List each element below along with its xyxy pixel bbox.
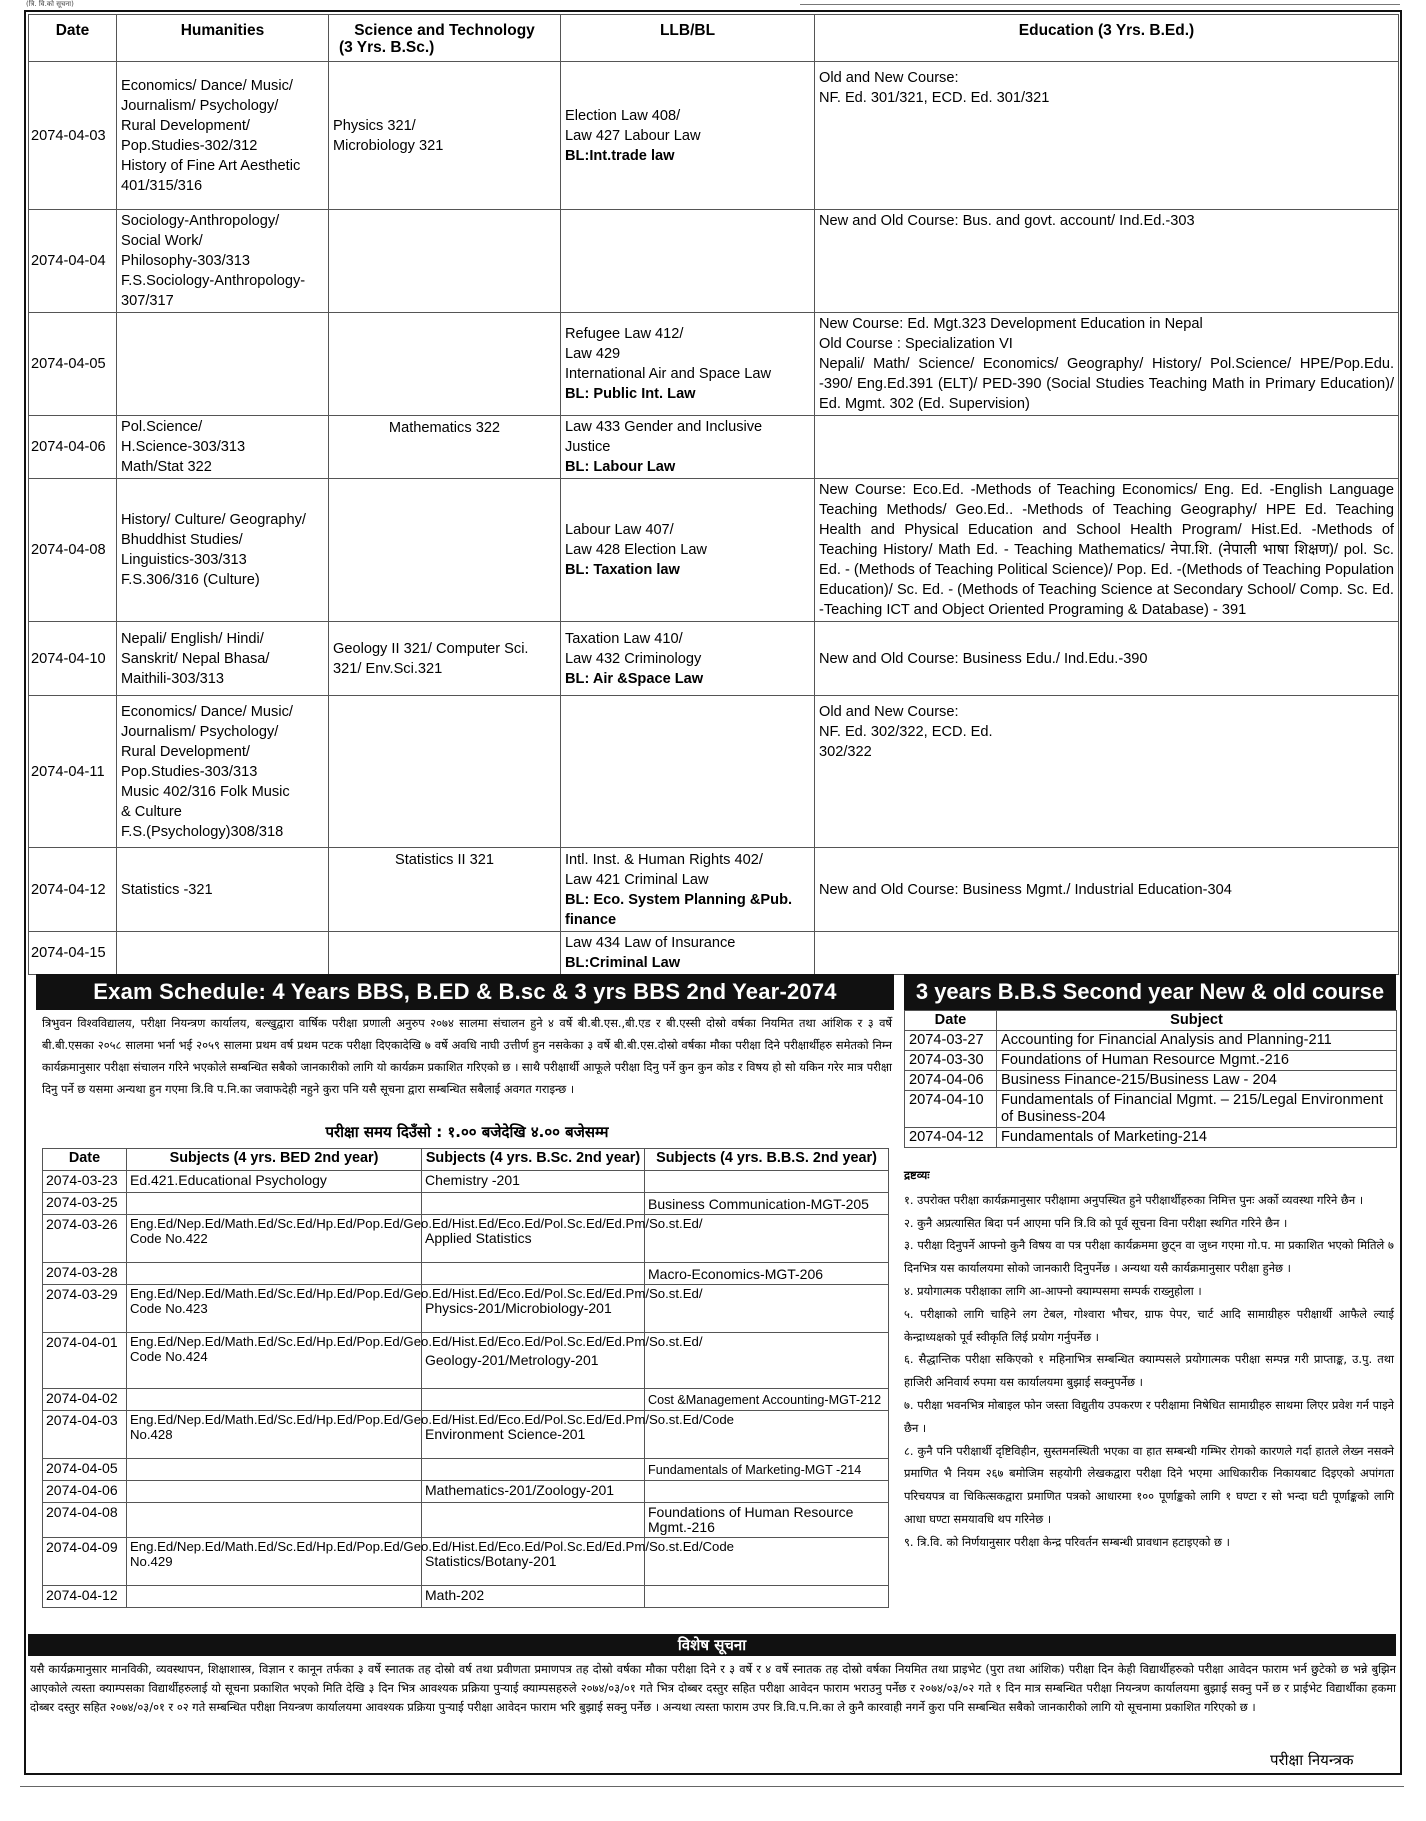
notes-section — [904, 1164, 1394, 1554]
note-item: ८. कुनै पनि परीक्षार्थी दृष्टिविहीन, सुस्तमनस्थिती भएका वा हात सम्बन्धी गम्भिर रोगको कारणले गर्दा हातले लेख्न नसक्ने प्रमाणित भै नियम २६७ बमोजिम सहयोगी लेखकद्वारा परीक्षा दिने भएमा आधिकारीक निकायबाट दिइएको अपांगता परिचयपत्र वा चिकित्सकद्वारा प्रमाणित पत्रको आधारमा १०० पूर्णाङ्कको लागि १ घण्टा र सो भन्दा घटी पूर्णाङ्कको लागि आधा घण्टा समयावधि थप गरिनेछ । — [904, 1443, 1394, 1526]
exam-row — [43, 1586, 889, 1608]
bbs-table-body — [905, 1031, 1397, 1148]
exam-date-cell: 2074-03-28 — [43, 1263, 127, 1285]
exam-schedule-table — [42, 1148, 889, 1608]
exam-bbs-cell — [645, 1481, 889, 1503]
llb-bold-line: BL:Int.trade law — [565, 147, 675, 164]
header-education: Education (3 Yrs. B.Ed.) — [815, 15, 1399, 62]
note-item: २. कुनै अप्रत्यासित बिदा पर्न आएमा पनि त्रि.वि को पूर्व सूचना विना परीक्षा स्थगित गरिने छैन । — [904, 1215, 1288, 1230]
humanities-cell — [117, 696, 329, 848]
humanities-line: Math/Stat 322 — [121, 459, 212, 475]
exam-row — [43, 1538, 889, 1586]
bbs-date-cell: 2074-04-12 — [905, 1128, 997, 1148]
bbs-date-cell: 2074-04-06 — [905, 1071, 997, 1091]
llb-line: Intl. Inst. & Human Rights 402/ — [565, 851, 763, 868]
main-row — [29, 479, 1399, 622]
corner-note: (त्रि. वि.को सूचना) — [26, 0, 74, 8]
bbs-date-cell: 2074-04-10 — [905, 1091, 997, 1128]
special-notice-title: विशेष सूचना — [28, 1634, 1396, 1656]
exam-bsc-cell: Mathematics-201/Zoology-201 — [422, 1481, 645, 1503]
date-cell: 2074-04-12 — [29, 848, 117, 932]
humanities-cell — [117, 932, 329, 975]
humanities-line: Social Work/ — [121, 233, 203, 249]
science-line: Geology II 321/ Computer Sci. 321/ Env.Sci.321 — [333, 640, 529, 677]
humanities-line: History of Fine Art Aesthetic — [121, 157, 301, 174]
note-item: ६. सैद्धान्तिक परीक्षा सकिएको १ महिनाभित्र सम्बन्धित क्याम्पसले प्रयोगात्मक परीक्षा सम्पन्न गरी प्राप्ताङ्क, उ.पु. तथा हाजिरी अनिवार्य रुपमा यस कार्यालयमा बुझाई सक्नुपर्नेछ । — [904, 1352, 1394, 1390]
llb-line: Taxation Law 410/ — [565, 630, 683, 647]
humanities-line: Economics/ Dance/ Music/ — [121, 703, 293, 720]
exam-bsc-cell: Applied Statistics — [422, 1215, 645, 1263]
education-cell — [815, 622, 1399, 696]
exam-bbs-cell: Cost &Management Accounting-MGT-212 — [645, 1389, 889, 1411]
bbs-header-row — [905, 1011, 1397, 1031]
llb-cell — [561, 313, 815, 416]
llb-cell — [561, 848, 815, 932]
exam-row — [43, 1171, 889, 1193]
education-line: New Course: Ed. Mgt.323 Development Education in Nepal — [819, 316, 1203, 332]
humanities-cell — [117, 479, 329, 622]
bbs-subject-cell: Fundamentals of Financial Mgmt. – 215/Legal Environment of Business-204 — [997, 1091, 1397, 1128]
exam-schedule-title: Exam Schedule: 4 Years BBS, B.ED & B.sc & 3 yrs BBS 2nd Year-2074 — [36, 974, 894, 1010]
date-cell: 2074-04-06 — [29, 416, 117, 479]
note-item: ९. त्रि.वि. को निर्णयानुसार परीक्षा केन्द्र परिवर्तन सम्बन्धी प्रावधान हटाइएको छ । — [904, 1534, 1230, 1549]
exam-bbs-cell: Foundations of Human Resource Mgmt.-216 — [645, 1503, 889, 1538]
science-cell — [329, 62, 561, 210]
llb-bold-line: BL: Public Int. Law — [565, 386, 696, 402]
exam-date-cell: 2074-04-09 — [43, 1538, 127, 1586]
humanities-cell — [117, 416, 329, 479]
humanities-line: Rural Development/ — [121, 743, 250, 760]
education-line: Old Course : Specialization VI — [819, 336, 1013, 352]
exam-date-cell: 2074-04-06 — [43, 1481, 127, 1503]
humanities-line: Linguistics-303/313 — [121, 552, 247, 568]
humanities-line: Sanskrit/ Nepal Bhasa/ — [121, 650, 270, 667]
education-line: New Course: Eco.Ed. -Methods of Teaching Economics/ Eng. Ed. -English Language Teaching Methods/ Geo.Ed.. -Methods of Teaching Geography/ HPE Ed. Teaching Health and Physical Education and School Health Program/ Hist.Ed. -Methods of Teaching History/ Math Ed. - Teaching Mathematics/ नेपा.शि. (नेपाली भाषा शिक्षण)/ pol. Sc. Ed. - (Methods of Teaching Political Science)/ Pop. Ed. -(Methods of Teaching Population Education)/ Sc. Ed. - (Methods of Teaching Science at Secondary School/ Comp. Sc. Ed. -Teaching ICT and Object Oriented Programing & Database) - 391 — [819, 482, 1394, 618]
exam-bsc-cell: Environment Science-201 — [422, 1411, 645, 1459]
llb-cell — [561, 62, 815, 210]
science-line: Statistics II 321 — [395, 852, 494, 868]
bbs-header-subject: Subject — [997, 1011, 1397, 1031]
exam-date-cell: 2074-04-12 — [43, 1586, 127, 1608]
llb-cell — [561, 696, 815, 848]
education-cell — [815, 210, 1399, 313]
exam-bed-cell — [127, 1459, 422, 1481]
humanities-line: & Culture — [121, 803, 182, 820]
exam-bed-cell — [127, 1193, 422, 1215]
note-item: ३. परीक्षा दिनुपर्ने आफ्नो कुनै विषय वा पत्र परीक्षा कार्यक्रममा छुट्न वा जुध्न गएमा गो.प. मा प्रकाशित भएको मितिले ७ दिनभित्र यस कार्यालयमा सोको जानकारी दिनुपर्नेछ । अन्यथा यसै कार्यक्रमानुसार परीक्षा हुनेछ । — [904, 1238, 1394, 1276]
main-row — [29, 313, 1399, 416]
humanities-line: F.S.306/316 (Culture) — [121, 572, 260, 588]
llb-line: Election Law 408/ — [565, 107, 681, 124]
education-cell — [815, 62, 1399, 210]
llb-line: Labour Law 407/ — [565, 522, 674, 538]
humanities-line: F.S.(Psychology)308/318 — [121, 823, 284, 840]
main-row — [29, 696, 1399, 848]
science-cell — [329, 848, 561, 932]
education-line: New and Old Course: Business Edu./ Ind.Edu.-390 — [819, 650, 1148, 667]
humanities-cell — [117, 848, 329, 932]
exam-time: परीक्षा समय दिउँसो : १.०० बजेदेखि ४.०० बजेसम्म — [325, 1123, 609, 1141]
education-line: NF. Ed. 302/322, ECD. Ed. — [819, 724, 993, 740]
llb-line: Law 433 Gender and Inclusive Justice — [565, 419, 763, 455]
humanities-cell — [117, 210, 329, 313]
exam-row — [43, 1481, 889, 1503]
exam-bbs-cell: Macro-Economics-MGT-206 — [645, 1263, 889, 1285]
note-item: ५. परीक्षाको लागि चाहिने लग टेबल, गोश्वारा भौचर, ग्राफ पेपर, चार्ट आदि सामाग्रीहरु परीक्षार्थी आफैले ल्याई केन्द्राध्यक्षको पूर्व स्वीकृति लिई प्रयोग गर्नुपर्नेछ । — [904, 1306, 1394, 1344]
llb-cell — [561, 210, 815, 313]
llb-bold-line: BL: Taxation law — [565, 562, 680, 578]
header-science — [329, 15, 561, 62]
science-line: Physics 321/ — [333, 117, 416, 134]
exam-date-cell: 2074-04-05 — [43, 1459, 127, 1481]
humanities-line: Journalism/ Psychology/ — [121, 723, 279, 740]
date-cell: 2074-04-03 — [29, 62, 117, 210]
exam-bbs-cell: Fundamentals of Marketing-MGT -214 — [645, 1459, 889, 1481]
exam-bed-cell: Ed.421.Educational Psychology — [127, 1171, 422, 1193]
science-line: Mathematics 322 — [388, 420, 501, 436]
humanities-line: H.Science-303/313 — [121, 439, 246, 455]
education-cell — [815, 932, 1399, 975]
main-row — [29, 622, 1399, 696]
exam-row — [43, 1285, 889, 1333]
signature: परीक्षा नियन्त्रक — [1270, 1751, 1354, 1769]
exam-header-bed: Subjects (4 yrs. BED 2nd year) — [127, 1149, 422, 1171]
bbs-subject-cell: Business Finance-215/Business Law - 204 — [997, 1071, 1397, 1091]
bbs-date-cell: 2074-03-30 — [905, 1051, 997, 1071]
humanities-line: History/ Culture/ Geography/ — [121, 512, 306, 528]
llb-line: International Air and Space Law — [565, 366, 772, 382]
llb-line: Law 421 Criminal Law — [565, 871, 709, 888]
exam-header-bsc: Subjects (4 yrs. B.Sc. 2nd year) — [422, 1149, 645, 1171]
humanities-line: Journalism/ Psychology/ — [121, 97, 279, 114]
note-item: ४. प्रयोगात्मक परीक्षाका लागि आ-आफ्नो क्याम्पसमा सम्पर्क राख्नुहोला । — [904, 1283, 1202, 1298]
main-row — [29, 62, 1399, 210]
education-line: 302/322 — [819, 744, 872, 760]
humanities-line: Statistics -321 — [121, 881, 213, 898]
llb-bold-line: BL:Criminal Law — [565, 955, 681, 971]
humanities-line: Sociology-Anthropology/ — [121, 213, 280, 229]
bbs-subject-cell: Accounting for Financial Analysis and Planning-211 — [997, 1031, 1397, 1051]
main-row — [29, 848, 1399, 932]
bbs-date-cell: 2074-03-27 — [905, 1031, 997, 1051]
humanities-line: F.S.Sociology-Anthropology- — [121, 273, 306, 289]
science-cell — [329, 622, 561, 696]
bbs-3yr-title: 3 years B.B.S Second year New & old course — [904, 974, 1396, 1010]
exam-bsc-cell: Statistics/Botany-201 — [422, 1538, 645, 1586]
bottom-rule — [20, 1786, 1404, 1787]
humanities-line: Nepali/ English/ Hindi/ — [121, 630, 264, 647]
exam-bsc-cell — [422, 1389, 645, 1411]
exam-bbs-cell — [645, 1586, 889, 1608]
education-cell — [815, 848, 1399, 932]
llb-cell — [561, 932, 815, 975]
humanities-line: Maithili-303/313 — [121, 670, 225, 687]
top-rule — [800, 4, 1400, 5]
bbs-subject-cell: Foundations of Human Resource Mgmt.-216 — [997, 1051, 1397, 1071]
main-row — [29, 932, 1399, 975]
exam-bed-cell: Eng.Ed/Nep.Ed/Math.Ed/Sc.Ed/Hp.Ed/Pop.Ed/Geo.Ed/Hist.Ed/Eco.Ed/Pol.Sc.Ed/Ed.Pm/So.st.Ed/ Code No.424 — [127, 1333, 422, 1389]
date-cell: 2074-04-10 — [29, 622, 117, 696]
education-line: NF. Ed. 301/321, ECD. Ed. 301/321 — [819, 90, 1050, 106]
header-science-sub: (3 Yrs. B.Sc.) — [339, 39, 435, 56]
humanities-line: 401/315/316 — [121, 177, 203, 194]
main-header-row — [29, 15, 1399, 62]
exam-date-cell: 2074-03-26 — [43, 1215, 127, 1263]
exam-date-cell: 2074-04-02 — [43, 1389, 127, 1411]
bbs-row — [905, 1051, 1397, 1071]
exam-bsc-cell — [422, 1193, 645, 1215]
note-item: १. उपरोक्त परीक्षा कार्यक्रमानुसार परीक्षामा अनुपस्थित हुने परीक्षार्थीहरुका निमित्त पुनः अर्को व्यवस्था गरिने छैन । — [904, 1192, 1364, 1207]
exam-date-cell: 2074-03-25 — [43, 1193, 127, 1215]
exam-bbs-cell — [645, 1171, 889, 1193]
date-cell: 2074-04-15 — [29, 932, 117, 975]
llb-bold-line: BL: Air &Space Law — [565, 670, 704, 687]
exam-date-cell: 2074-03-23 — [43, 1171, 127, 1193]
humanities-line: Bhuddhist Studies/ — [121, 532, 243, 548]
notes-title: द्रष्टव्यः — [904, 1168, 930, 1182]
exam-header-bbs: Subjects (4 yrs. B.B.S. 2nd year) — [645, 1149, 889, 1171]
exam-bsc-cell: Physics-201/Microbiology-201 — [422, 1285, 645, 1333]
llb-line: Law 434 Law of Insurance — [565, 935, 736, 951]
exam-bsc-cell — [422, 1459, 645, 1481]
exam-date-cell: 2074-04-03 — [43, 1411, 127, 1459]
exam-bsc-cell: Geology-201/Metrology-201 — [422, 1333, 645, 1389]
humanities-line: Rural Development/ — [121, 117, 250, 134]
exam-bsc-cell — [422, 1263, 645, 1285]
science-cell — [329, 932, 561, 975]
education-cell — [815, 479, 1399, 622]
exam-bed-cell: Eng.Ed/Nep.Ed/Math.Ed/Sc.Ed/Hp.Ed/Pop.Ed/Geo.Ed/Hist.Ed/Eco.Ed/Pol.Sc.Ed/Ed.Pm/So.st.Ed/ Code No.422 — [127, 1215, 422, 1263]
llb-line: Law 428 Election Law — [565, 542, 707, 558]
education-cell — [815, 696, 1399, 848]
science-cell — [329, 313, 561, 416]
science-line: Microbiology 321 — [333, 137, 444, 154]
humanities-line: Pop.Studies-303/313 — [121, 763, 258, 780]
llb-line: Law 427 Labour Law — [565, 127, 701, 144]
main-row — [29, 210, 1399, 313]
bbs-row — [905, 1091, 1397, 1128]
bbs-header-date: Date — [905, 1011, 997, 1031]
humanities-line: Music 402/316 Folk Music — [121, 783, 290, 800]
llb-line: Law 432 Criminology — [565, 650, 702, 667]
header-humanities: Humanities — [117, 15, 329, 62]
exam-row — [43, 1503, 889, 1538]
date-cell: 2074-04-05 — [29, 313, 117, 416]
education-line: New and Old Course: Bus. and govt. account/ Ind.Ed.-303 — [819, 213, 1195, 229]
exam-row — [43, 1389, 889, 1411]
notes-list — [904, 1189, 1394, 1554]
education-line: Old and New Course: — [819, 704, 959, 720]
llb-cell — [561, 416, 815, 479]
humanities-line: Economics/ Dance/ Music/ — [121, 77, 293, 94]
exam-bed-cell: Eng.Ed/Nep.Ed/Math.Ed/Sc.Ed/Hp.Ed/Pop.Ed/Geo.Ed/Hist.Ed/Eco.Ed/Pol.Sc.Ed/Ed.Pm/So.st.Ed/ Code No.423 — [127, 1285, 422, 1333]
exam-bed-cell: Eng.Ed/Nep.Ed/Math.Ed/Sc.Ed/Hp.Ed/Pop.Ed/Geo.Ed/Hist.Ed/Eco.Ed/Pol.Sc.Ed/Ed.Pm/So.st.Ed/Code No.428 — [127, 1411, 422, 1459]
humanities-line: Philosophy-303/313 — [121, 253, 251, 269]
llb-bold-line: BL: Eco. System Planning &Pub. finance — [565, 891, 793, 928]
header-llb: LLB/BL — [561, 15, 815, 62]
exam-bed-cell — [127, 1389, 422, 1411]
exam-date-cell: 2074-03-29 — [43, 1285, 127, 1333]
exam-row — [43, 1333, 889, 1389]
llb-cell — [561, 479, 815, 622]
humanities-line: 307/317 — [121, 293, 174, 309]
date-cell: 2074-04-04 — [29, 210, 117, 313]
exam-table-body — [43, 1171, 889, 1608]
humanities-line: Pol.Science/ — [121, 419, 203, 435]
bbs-row — [905, 1031, 1397, 1051]
llb-bold-line: BL: Labour Law — [565, 459, 676, 475]
exam-header-date: Date — [43, 1149, 127, 1171]
llb-cell — [561, 622, 815, 696]
date-cell: 2074-04-08 — [29, 479, 117, 622]
exam-bed-cell: Eng.Ed/Nep.Ed/Math.Ed/Sc.Ed/Hp.Ed/Pop.Ed/Geo.Ed/Hist.Ed/Eco.Ed/Pol.Sc.Ed/Ed.Pm/So.st.Ed/Code No.429 — [127, 1538, 422, 1586]
note-item: ७. परीक्षा भवनभित्र मोबाइल फोन जस्ता विद्युतीय उपकरण र परीक्षामा निषेधित सामाग्रीहरु साथमा लिएर प्रवेश गर्न पाइने छैन । — [904, 1397, 1394, 1435]
exam-bsc-cell: Math-202 — [422, 1586, 645, 1608]
humanities-cell — [117, 313, 329, 416]
exam-bsc-cell — [422, 1503, 645, 1538]
main-table-body — [29, 62, 1399, 975]
exam-bed-cell — [127, 1263, 422, 1285]
bbs-row — [905, 1128, 1397, 1148]
exam-schedule-intro: त्रिभुवन विश्वविद्यालय, परीक्षा नियन्त्रण कार्यालय, बल्खुद्वारा वार्षिक परीक्षा प्रणाली अनुरुप २०७४ सालमा संचालन हुने ४ वर्षे बी.बी.एस.,बी.एड र बी.एस्सी दोस्रो वर्षका नियमित तथा आंशिक र ३ वर्षे बी.बी.एसका २०५८ सालमा भर्ना भई २०५९ सालमा प्रथम वर्ष प्रथम पटक परीक्षा दिएकादेखि ७ वर्षे अवधि नाघी उत्तीर्ण हुन नसकेका ३ वर्षे बी.बी.एस.दोस्रो वर्षका मौका परीक्षा दिने परीक्षार्थीहरु समेतको निम्न कार्यक्रमानुसार परीक्षा संचालन गरिने भएकोले सम्बन्धित सबैको जानकारीको लागि यो कार्यक्रम प्रकाशित गरिएको छ । साथै परीक्षार्थी आफूले परीक्षा दिनु पर्ने कुन कुन कोड र विषय हो सो यकिन गरेर मात्र परीक्षा दिनु पर्ने छ यसमा अन्यथा हुन गएमा त्रि.वि प.नि.का जवाफदेही नहुने कुरा पनि यसै सूचना द्वारा सम्बन्धित सबैलाई अवगत गराइन्छ । — [42, 1016, 892, 1096]
education-line: Nepali/ Math/ Science/ Economics/ Geography/ History/ Pol.Science/ HPE/Pop.Edu. -390/ Eng.Ed.391 (ELT)/ PED-390 (Social Studies Teaching Math in Primary Education)/ Ed. Mgmt. 302 (Ed. Supervision) — [819, 356, 1394, 412]
exam-date-cell: 2074-04-01 — [43, 1333, 127, 1389]
exam-bed-cell — [127, 1503, 422, 1538]
education-cell — [815, 416, 1399, 479]
exam-bed-cell — [127, 1481, 422, 1503]
llb-line: Refugee Law 412/ — [565, 326, 684, 342]
bbs-subject-cell: Fundamentals of Marketing-214 — [997, 1128, 1397, 1148]
science-cell — [329, 696, 561, 848]
education-line: Old and New Course: — [819, 70, 959, 86]
bbs-3yr-table — [904, 1010, 1397, 1148]
humanities-cell — [117, 622, 329, 696]
exam-bsc-cell: Chemistry -201 — [422, 1171, 645, 1193]
special-notice-text: यसै कार्यक्रमानुसार मानविकी, व्यवस्थापन, शिक्षाशास्त्र, विज्ञान र कानून तर्फका ३ वर्षे स्नातक तह दोस्रो वर्ष तथा प्रवीणता प्रमाणपत्र तह दोस्रो वर्षका मौका परीक्षा दिने र ३ वर्षे र ४ वर्षे स्नातक तह दोस्रो वर्षका नियमित तथा प्राइभेट (पुरा तथा आंशिक) परीक्षा दिन केही विद्यार्थीहरुको परीक्षा आवेदन फाराम भर्न छुटेको छ भन्ने बुझिन आएकोले त्यस्ता क्याम्पसका विद्यार्थीहरुलाई यो सूचना प्रकाशित भएको मिति देखि ३ दिन भित्र आवश्यक प्रक्रिया पुऱ्याई क्याम्पसहरुले २०७४/०३/०१ गते भित्र दोब्बर दस्तुर सहित परीक्षा आवेदन फाराम भराउनु पर्नेछ र २०७४/०३/०२ गते १ दिन मात्र सम्बन्धित परीक्षा नियन्त्रण कार्यालयमा बुझाई सक्नु पर्ने छ र प्राईभेट विद्यार्थीका हकमा दोब्बर दस्तुर सहित २०७४/०३/०१ र ०२ गते सम्बन्धित परीक्षा नियन्त्रण कार्यालयमा आवश्यक प्रक्रिया पुऱ्याई परीक्षा आवेदन फाराम भरि बुझाई सक्नु पर्नेछ । अन्यथा त्यस्ता फाराम उपर त्रि.वि.प.नि.का ले कुनै कारवाही नगर्ने कुरा पनि सम्बन्धित सबैको जानकारीको लागि यो सूचनामा प्रकाशित गरिएको छ । — [30, 1662, 1396, 1714]
exam-row — [43, 1459, 889, 1481]
humanities-line: Pop.Studies-302/312 — [121, 137, 258, 154]
main-row — [29, 416, 1399, 479]
exam-date-cell: 2074-04-08 — [43, 1503, 127, 1538]
science-cell — [329, 416, 561, 479]
exam-row — [43, 1215, 889, 1263]
education-cell — [815, 313, 1399, 416]
main-exam-table — [28, 14, 1399, 975]
exam-row — [43, 1411, 889, 1459]
exam-header-row — [43, 1149, 889, 1171]
exam-row — [43, 1193, 889, 1215]
science-cell — [329, 210, 561, 313]
humanities-cell — [117, 62, 329, 210]
science-cell — [329, 479, 561, 622]
bbs-row — [905, 1071, 1397, 1091]
education-line: New and Old Course: Business Mgmt./ Industrial Education-304 — [819, 881, 1232, 898]
header-science-title: Science and Technology — [354, 22, 535, 39]
exam-bed-cell — [127, 1586, 422, 1608]
date-cell: 2074-04-11 — [29, 696, 117, 848]
header-date: Date — [29, 15, 117, 62]
exam-bbs-cell: Business Communication-MGT-205 — [645, 1193, 889, 1215]
llb-line: Law 429 — [565, 346, 621, 362]
exam-row — [43, 1263, 889, 1285]
